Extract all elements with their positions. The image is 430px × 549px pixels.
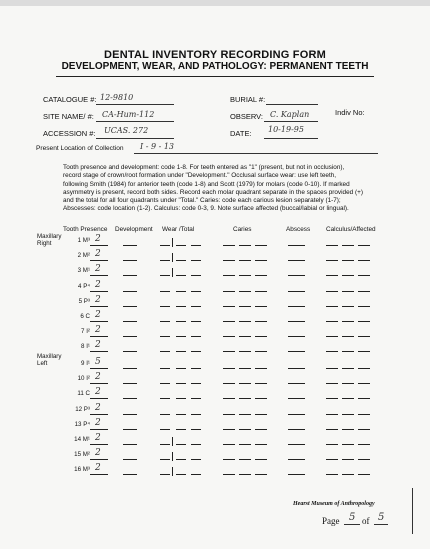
blank-line [191, 291, 201, 292]
blank-line [239, 383, 251, 384]
instruction-line: asymmetry is present, record both sides. Record each molar quadrant separate in the spaces provided (+) [63, 188, 363, 196]
blank-line [176, 336, 186, 337]
blank-line [255, 336, 267, 337]
section-maxillary-left: Maxillary Left [37, 353, 62, 367]
blank-line [191, 260, 201, 261]
blank-line [326, 306, 338, 307]
page-current: 5 [349, 512, 356, 523]
blank-line [90, 444, 108, 445]
blank-line [191, 245, 201, 246]
blank-line [358, 414, 370, 415]
blank-line [223, 260, 235, 261]
blank-line [358, 459, 370, 460]
blank-line [223, 459, 235, 460]
blank-line [123, 398, 137, 399]
instruction-line: record stage of crown/root formation under "Development." Occlusal surface wear: use left teeth, [63, 172, 337, 180]
blank-line [90, 275, 108, 276]
blank-line [326, 291, 338, 292]
blank-line [239, 398, 251, 399]
blank-line [160, 321, 170, 322]
wear-quadrant-divider [172, 452, 173, 461]
tooth-label: 2 M² [77, 252, 90, 260]
blank-line [160, 291, 170, 292]
blank-line [239, 429, 251, 430]
blank-line [326, 321, 338, 322]
blank-line [123, 321, 137, 322]
instruction-line: following Smith (1984) for anterior teeth (code 1-8) and Scott (1979) for molars (code 0-10). If marked [63, 180, 350, 188]
blank-line [223, 429, 235, 430]
col-development: Development [115, 226, 153, 233]
blank-line [90, 245, 108, 246]
blank-line [288, 260, 305, 261]
blank-line [176, 474, 186, 475]
blank-line [191, 414, 201, 415]
blank-line [342, 429, 354, 430]
tooth-presence-value: 2 [95, 264, 101, 275]
blank-line [342, 368, 354, 369]
blank-line [358, 383, 370, 384]
date-line [264, 138, 318, 139]
title-rule [56, 76, 374, 77]
blank-line [342, 336, 354, 337]
blank-line [160, 351, 170, 352]
blank-line [223, 398, 235, 399]
blank-line [288, 429, 305, 430]
page-label: Page [322, 516, 340, 526]
blank-line [191, 398, 201, 399]
blank-line [223, 306, 235, 307]
blank-line [358, 398, 370, 399]
blank-line [326, 414, 338, 415]
blank-line [123, 383, 137, 384]
blank-line [342, 245, 354, 246]
blank-line [326, 444, 338, 445]
blank-line [288, 459, 305, 460]
blank-line [90, 351, 108, 352]
blank-line [123, 291, 137, 292]
wear-quadrant-divider [172, 253, 173, 262]
blank-line [255, 429, 267, 430]
blank-line [90, 306, 108, 307]
blank-line [123, 275, 137, 276]
tooth-presence-value: 2 [95, 279, 101, 290]
of-label: of [362, 516, 370, 526]
blank-line [326, 474, 338, 475]
tooth-label: 5 P³ [78, 297, 90, 305]
tooth-label: 16 M³ [74, 466, 90, 474]
date-label: DATE: [230, 129, 252, 138]
blank-line [342, 414, 354, 415]
tooth-presence-value: 2 [95, 463, 101, 474]
col-calculus: Calculus/Affected [326, 226, 376, 233]
col-presence: Tooth Presence [63, 226, 108, 233]
wear-quadrant-divider [172, 467, 173, 476]
blank-line [255, 245, 267, 246]
blank-line [358, 429, 370, 430]
blank-line [288, 383, 305, 384]
blank-line [160, 444, 170, 445]
blank-line [288, 321, 305, 322]
location-value: I - 9 - 13 [140, 142, 175, 151]
blank-line [223, 321, 235, 322]
tooth-presence-value: 2 [95, 448, 101, 459]
blank-line [90, 414, 108, 415]
blank-line [176, 368, 186, 369]
blank-line [255, 459, 267, 460]
blank-line [326, 336, 338, 337]
burial-label: BURIAL #: [230, 95, 266, 104]
wear-quadrant-divider [172, 437, 173, 446]
blank-line [288, 306, 305, 307]
blank-line [342, 383, 354, 384]
blank-line [342, 398, 354, 399]
tooth-presence-value: 2 [95, 249, 101, 260]
tooth-presence-value: 2 [95, 433, 101, 443]
instruction-line: and the total for all four quadrants under "Total." Caries: code each carious lesion separately (1-7); [63, 197, 341, 205]
blank-line [326, 459, 338, 460]
blank-line [342, 321, 354, 322]
blank-line [176, 306, 186, 307]
blank-line [160, 368, 170, 369]
tooth-presence-value: 2 [95, 387, 101, 398]
scan-edge [0, 0, 430, 6]
tooth-label: 6 C [80, 313, 90, 320]
blank-line [191, 275, 201, 276]
blank-line [191, 474, 201, 475]
catalogue-label: CATALOGUE #: [43, 95, 97, 104]
blank-line [255, 351, 267, 352]
blank-line [160, 275, 170, 276]
tooth-label: 1 M³ [77, 237, 90, 244]
blank-line [123, 414, 137, 415]
blank-line [160, 245, 170, 246]
accession-value: UCAS. 272 [104, 126, 149, 135]
blank-line [239, 414, 251, 415]
tooth-label: 11 C [77, 390, 90, 398]
col-abscess: Abscess [286, 226, 311, 233]
accession-line [96, 138, 174, 139]
blank-line [160, 383, 170, 384]
blank-line [90, 321, 108, 322]
blank-line [123, 459, 137, 460]
blank-line [176, 275, 186, 276]
blank-line [239, 245, 251, 246]
blank-line [160, 459, 170, 460]
blank-line [358, 444, 370, 445]
observ-value: C. Kaplan [270, 110, 310, 119]
blank-line [223, 368, 235, 369]
tooth-label: 3 M¹ [77, 267, 90, 275]
observ-line [264, 121, 318, 122]
blank-line [223, 275, 235, 276]
blank-line [160, 306, 170, 307]
wear-quadrant-divider [172, 238, 173, 247]
blank-line [160, 414, 170, 415]
blank-line [255, 321, 267, 322]
wear-quadrant-divider [172, 268, 173, 277]
tooth-label: 10 I² [77, 375, 90, 383]
blank-line [176, 351, 186, 352]
blank-line [123, 245, 137, 246]
blank-line [255, 275, 267, 276]
blank-line [191, 306, 201, 307]
blank-line [326, 368, 338, 369]
blank-line [326, 275, 338, 276]
blank-line [288, 444, 305, 445]
blank-line [255, 414, 267, 415]
blank-line [342, 291, 354, 292]
blank-line [288, 474, 305, 475]
blank-line [239, 260, 251, 261]
observ-label: OBSERV: [230, 112, 263, 121]
tooth-label: 12 P³ [75, 405, 90, 413]
blank-line [288, 275, 305, 276]
col-caries: Caries [233, 226, 252, 233]
instruction-line: Abscesses: code location (1-2). Calculus: code 0-3, 9. Note surface affected (buccal/labial or lingual). [63, 205, 349, 213]
blank-line [358, 351, 370, 352]
blank-line [239, 351, 251, 352]
blank-line [223, 383, 235, 384]
blank-line [342, 459, 354, 460]
blank-line [239, 306, 251, 307]
blank-line [191, 459, 201, 460]
blank-line [358, 368, 370, 369]
blank-line [358, 336, 370, 337]
blank-line [288, 351, 305, 352]
blank-line [255, 368, 267, 369]
blank-line [223, 245, 235, 246]
tooth-label: 8 I¹ [81, 343, 90, 351]
blank-line [123, 336, 137, 337]
site-value: CA-Hum-112 [102, 110, 155, 119]
blank-line [288, 414, 305, 415]
blank-line [191, 429, 201, 430]
margin-mark [412, 488, 413, 534]
blank-line [90, 336, 108, 337]
tooth-label: 15 M² [74, 451, 90, 459]
blank-line [123, 429, 137, 430]
blank-line [160, 260, 170, 261]
blank-line [90, 291, 108, 292]
blank-line [223, 336, 235, 337]
blank-line [90, 429, 108, 430]
blank-line [90, 459, 108, 460]
location-label: Present Location of Collection [36, 145, 124, 152]
blank-line [90, 368, 108, 369]
tooth-presence-value: 2 [95, 310, 101, 320]
blank-line [191, 444, 201, 445]
blank-line [342, 260, 354, 261]
tooth-label: 7 I² [81, 328, 90, 336]
instruction-line: Tooth presence and development: code 1-8. For teeth entered as "1" (present, but not in occlusion), [63, 164, 345, 171]
blank-line [176, 444, 186, 445]
blank-line [239, 444, 251, 445]
page-current-line [344, 524, 360, 525]
blank-line [191, 321, 201, 322]
blank-line [358, 291, 370, 292]
blank-line [123, 368, 137, 369]
indiv-label: Indiv No: [335, 108, 365, 117]
blank-line [288, 291, 305, 292]
blank-line [239, 474, 251, 475]
tooth-label: 4 P⁴ [78, 282, 90, 290]
blank-line [160, 474, 170, 475]
blank-line [342, 275, 354, 276]
blank-line [191, 351, 201, 352]
blank-line [358, 321, 370, 322]
tooth-presence-value: 2 [95, 417, 101, 428]
date-value: 10-19-95 [268, 125, 304, 134]
catalogue-line [96, 104, 174, 105]
blank-line [342, 444, 354, 445]
blank-line [160, 398, 170, 399]
blank-line [176, 245, 186, 246]
blank-line [239, 336, 251, 337]
blank-line [123, 260, 137, 261]
blank-line [90, 398, 108, 399]
blank-line [223, 444, 235, 445]
blank-line [358, 245, 370, 246]
blank-line [288, 368, 305, 369]
form-title: DENTAL INVENTORY RECORDING FORM [104, 49, 326, 61]
blank-line [176, 414, 186, 415]
tooth-presence-value: 2 [95, 294, 101, 305]
blank-line [123, 474, 137, 475]
location-line [134, 153, 378, 154]
blank-line [255, 383, 267, 384]
blank-line [342, 474, 354, 475]
blank-line [176, 260, 186, 261]
blank-line [326, 429, 338, 430]
blank-line [176, 459, 186, 460]
blank-line [176, 429, 186, 430]
blank-line [123, 351, 137, 352]
blank-line [326, 398, 338, 399]
blank-line [160, 429, 170, 430]
blank-line [191, 336, 201, 337]
tooth-label: 14 M¹ [74, 436, 90, 443]
blank-line [358, 306, 370, 307]
tooth-label: 9 I¹ [81, 360, 90, 367]
blank-line [288, 245, 305, 246]
blank-line [342, 351, 354, 352]
blank-line [90, 260, 108, 261]
col-wear: Wear /Total [162, 226, 195, 233]
blank-line [255, 444, 267, 445]
blank-line [176, 398, 186, 399]
blank-line [255, 260, 267, 261]
blank-line [255, 306, 267, 307]
blank-line [239, 321, 251, 322]
blank-line [239, 368, 251, 369]
blank-line [176, 383, 186, 384]
blank-line [223, 414, 235, 415]
blank-line [288, 398, 305, 399]
blank-line [342, 306, 354, 307]
blank-line [123, 306, 137, 307]
museum-name: Hearst Museum of Anthropology [293, 501, 375, 507]
form-subtitle: DEVELOPMENT, WEAR, AND PATHOLOGY: PERMANENT TEETH [61, 61, 369, 72]
tooth-label: 13 P⁴ [74, 420, 90, 428]
blank-line [176, 291, 186, 292]
site-label: SITE NAME/ #: [43, 112, 94, 121]
blank-line [90, 474, 108, 475]
blank-line [255, 474, 267, 475]
blank-line [191, 368, 201, 369]
blank-line [223, 291, 235, 292]
tooth-presence-value: 2 [95, 402, 101, 413]
blank-line [288, 336, 305, 337]
blank-line [358, 474, 370, 475]
blank-line [255, 291, 267, 292]
blank-line [239, 291, 251, 292]
blank-line [191, 383, 201, 384]
blank-line [326, 383, 338, 384]
tooth-presence-value: 2 [95, 325, 101, 336]
blank-line [123, 444, 137, 445]
blank-line [326, 245, 338, 246]
blank-line [358, 275, 370, 276]
blank-line [223, 351, 235, 352]
page-total-line [374, 524, 388, 525]
catalogue-value: 12-9810 [100, 93, 134, 102]
blank-line [326, 260, 338, 261]
blank-line [326, 351, 338, 352]
blank-line [90, 383, 108, 384]
blank-line [358, 260, 370, 261]
tooth-presence-value: 5 [95, 357, 101, 367]
blank-line [239, 459, 251, 460]
blank-line [160, 336, 170, 337]
section-maxillary-right: Maxillary Right [37, 233, 62, 247]
burial-line [266, 104, 318, 105]
blank-line [223, 474, 235, 475]
tooth-presence-value: 2 [95, 340, 101, 351]
tooth-presence-value: 2 [95, 234, 101, 244]
blank-line [176, 321, 186, 322]
tooth-presence-value: 2 [95, 372, 101, 383]
instructions [63, 164, 363, 214]
accession-label: ACCESSION #: [43, 129, 96, 138]
page-total: 5 [378, 512, 385, 523]
blank-line [255, 398, 267, 399]
blank-line [239, 275, 251, 276]
site-line [96, 121, 174, 122]
